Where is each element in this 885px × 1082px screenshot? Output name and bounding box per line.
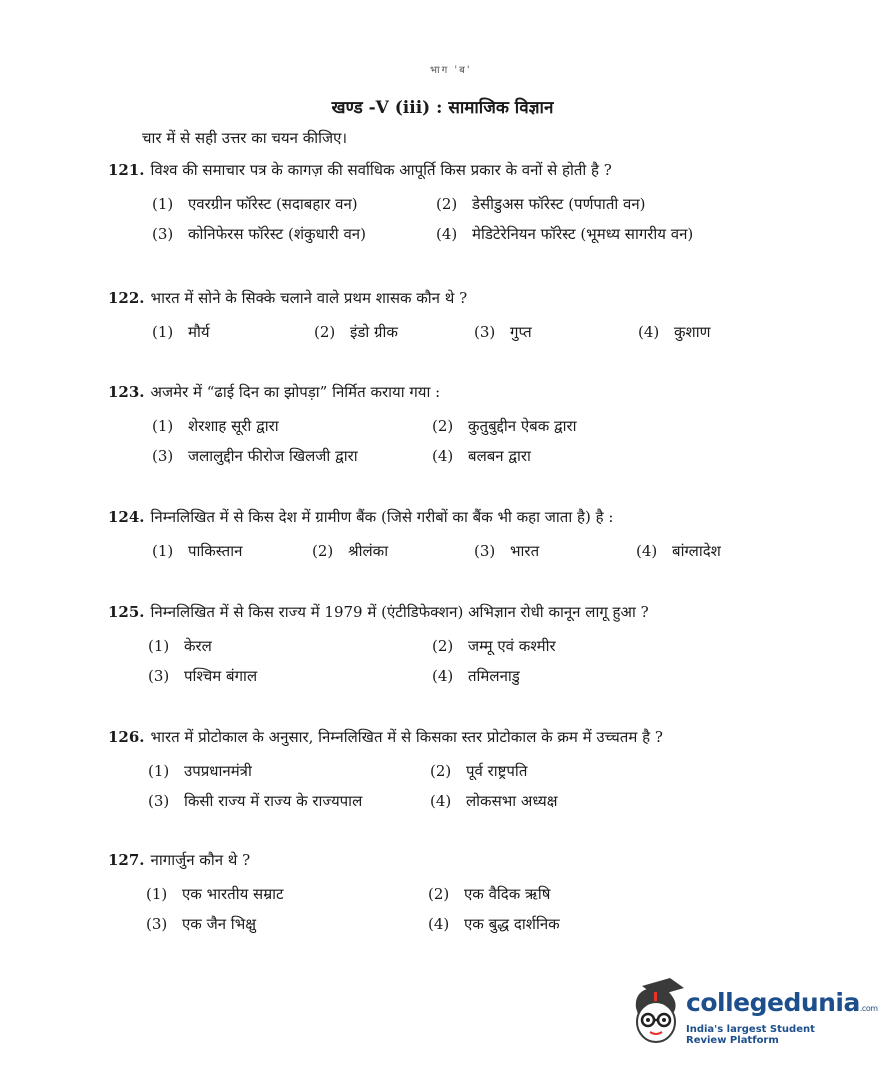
question-123 [108,382,868,480]
question-number: 127. [108,851,145,869]
option-2: (2) जम्मू एवं कश्मीर [432,637,556,655]
question-number: 124. [108,508,145,526]
option-4: (4) बांग्लादेश [636,542,721,560]
instruction-text: चार में से सही उत्तर का चयन कीजिए। [142,129,348,147]
option-4: (4) बलबन द्वारा [432,447,531,465]
graduate-mascot-icon [628,978,686,1048]
option-2: (2) पूर्व राष्ट्रपति [430,762,528,780]
question-number: 121. [108,161,145,179]
question-text: भारत में प्रोटोकाल के अनुसार, निम्नलिखित में से किसका स्तर प्रोटोकाल के क्रम में उच्चतम है ? [150,728,663,746]
question-number: 126. [108,728,145,746]
question-text: अजमेर में “ढाई दिन का झोपड़ा” निर्मित कराया गया : [150,383,441,401]
question-122 [108,288,868,356]
option-2: (2) एक वैदिक ऋषि [428,885,551,903]
option-3: (3) कोनिफेरस फॉरेस्ट (शंकुधारी वन) [152,225,366,243]
question-number: 122. [108,289,145,307]
section-title: खण्ड -V (iii) : सामाजिक विज्ञान [331,98,554,118]
option-1: (1) पाकिस्तान [152,542,243,560]
question-124 [108,507,868,575]
option-2: (2) श्रीलंका [312,542,389,560]
question-text: विश्व की समाचार पत्र के कागज़ की सर्वाधिक आपूर्ति किस प्रकार के वनों से होती है ? [150,161,612,179]
option-4: (4) तमिलनाडु [432,667,520,685]
question-number: 125. [108,603,145,621]
question-text: निम्नलिखित में से किस राज्य में 1979 में (एंटीडिफेक्शन) अभिज्ञान रोधी कानून लागू हुआ ? [150,603,649,621]
collegedunia-logo [628,978,878,1048]
option-1: (1) केरल [148,637,212,655]
option-2: (2) इंडो ग्रीक [314,323,398,341]
question-121 [108,160,868,258]
logo-tagline: India's largest Student Review Platform [686,1024,815,1046]
option-3: (3) पश्चिम बंगाल [148,667,258,685]
option-3: (3) गुप्त [474,323,532,341]
option-4: (4) एक बुद्ध दार्शनिक [428,915,560,933]
logo-suffix: .com [859,1004,878,1013]
question-text: निम्नलिखित में से किस देश में ग्रामीण बैंक (जिसे गरीबों का बैंक भी कहा जाता है) है : [150,508,614,526]
question-127 [108,850,868,948]
option-1: (1) एवरग्रीन फॉरेस्ट (सदाबहार वन) [152,195,358,213]
option-4: (4) लोकसभा अध्यक्ष [430,792,558,810]
question-126 [108,727,868,825]
option-3: (3) जलालुद्दीन फीरोज खिलजी द्वारा [152,447,358,465]
option-1: (1) एक भारतीय सम्राट [146,885,284,903]
option-3: (3) भारत [474,542,540,560]
page-top-mark: भाग 'ब' [430,65,472,76]
question-text: भारत में सोने के सिक्के चलाने वाले प्रथम शासक कौन थे ? [150,289,468,307]
option-3: (3) किसी राज्य में राज्य के राज्यपाल [148,792,363,810]
option-4: (4) मेडिटेरेनियन फॉरेस्ट (भूमध्य सागरीय वन) [436,225,694,243]
option-1: (1) उपप्रधानमंत्री [148,762,252,780]
option-4: (4) कुशाण [638,323,711,341]
question-number: 123. [108,383,145,401]
logo-name: collegedunia [686,988,860,1017]
option-1: (1) मौर्य [152,323,210,341]
option-2: (2) डेसीडुअस फॉरेस्ट (पर्णपाती वन) [436,195,646,213]
question-text: नागार्जुन कौन थे ? [150,851,251,869]
question-125 [108,602,868,700]
option-2: (2) कुतुबुद्दीन ऐबक द्वारा [432,417,577,435]
option-3: (3) एक जैन भिक्षु [146,915,256,933]
option-1: (1) शेरशाह सूरी द्वारा [152,417,279,435]
